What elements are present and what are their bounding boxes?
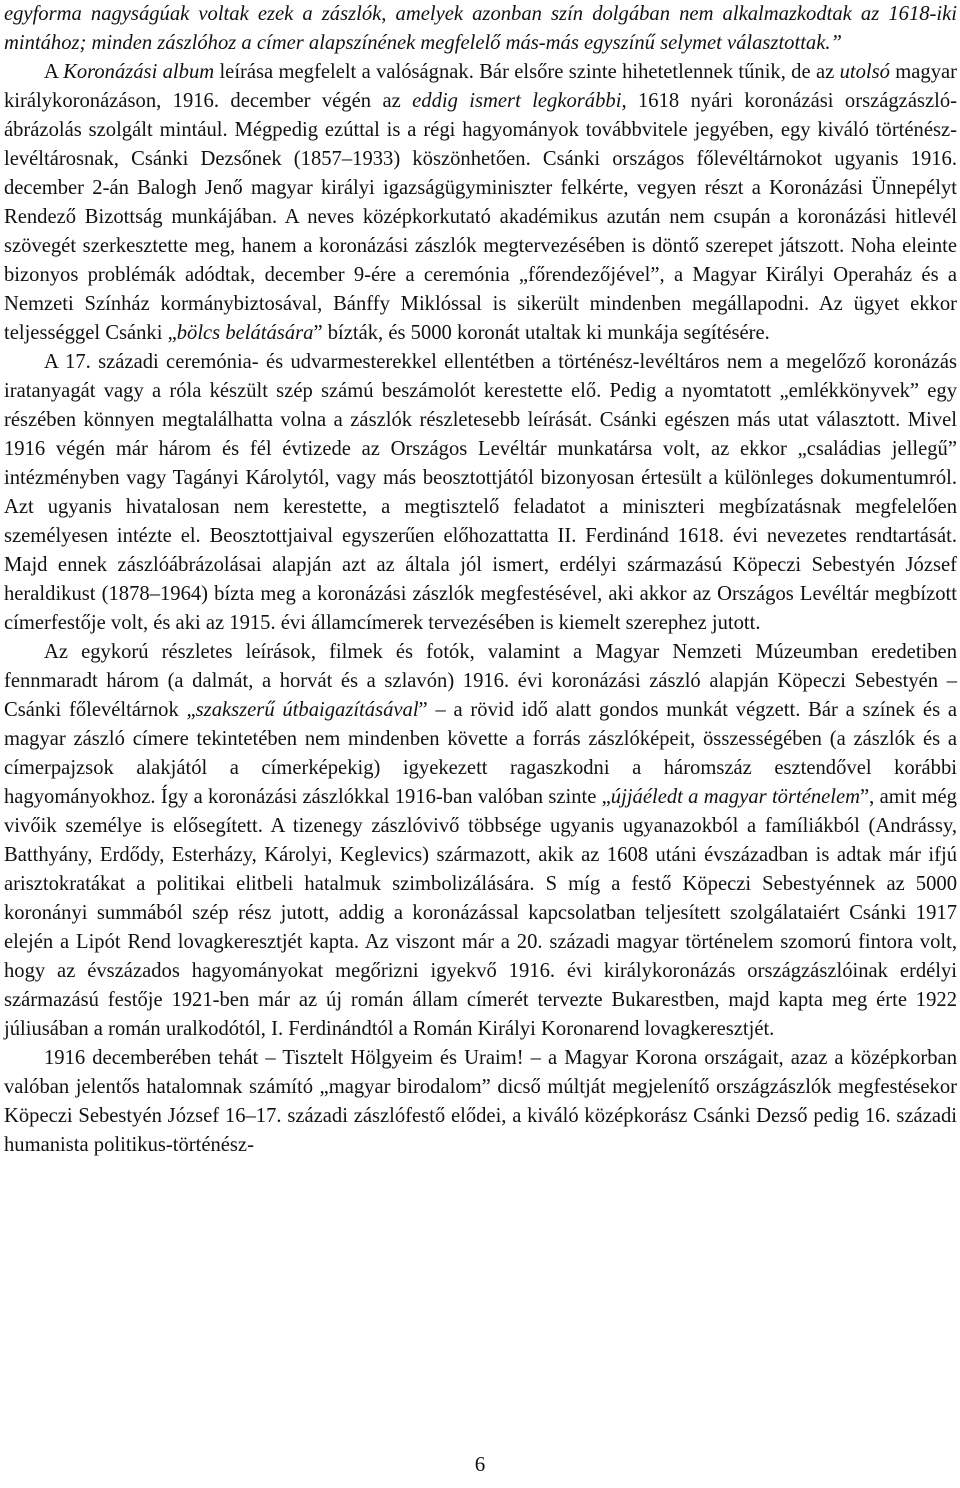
paragraph [4,0,957,58]
body-text [4,0,957,1160]
italic-text-run: Koronázási album [63,61,215,83]
paragraph [4,1044,957,1160]
text-run: magyar királykoronázáson, 1916. december végén az [4,61,958,112]
italic-text-run: egyforma nagyságúak voltak ezek a zászlók, amelyek azonban szín dolgában nem alkalmazkodtak az 1618-iki mintához; minden zászlóhoz a címer alapszínének megfelelő más-más egyszínű selymet választottak.” [4,3,957,54]
italic-text-run: utolsó [839,61,890,83]
text-run: 1916 decemberében tehát – Tisztelt Hölgyeim és Uraim! – a Magyar Korona országait, azaz a középkorban valóban jelentős hatalomnak számító „magyar birodalom” dicső múltját megjelenítő országzászlók megfestésekor Köpeczi Sebestyén József 16–17. századi zászlófestő elődei, a kiváló középkorász Csánki Dezső pedig 16. századi humanista politikus-történész- [4,1047,957,1156]
text-run: ”, amit még vivőik személye is elősegített. A tizenegy zászlóvivő többsége ugyanis ugyanazokból a famíliákból (Andrássy, Batthyány, Erdődy, Esterházy, Károlyi, Keglevics) származott, akik az 1608 utáni évszázadban is adtak már ifjú arisztokratákat a politikai elitbeli hatalmuk szimbolizálására. S míg a festő Köpeczi Sebestyénnek az 5000 koronányi summából szép rész jutott, addig a koronázással kapcsolatban teljesített szolgálataiért Csánki 1917 elején a Lipót Rend lovagkeresztjét kapta. Az viszont már a 20. századi magyar történelem szomorú fintora volt, hogy az évszázados hagyományokat megőrizni igyekvő 1916. évi királykoronázás országzászlóinak erdélyi származású festője 1921-ben már az új román állam címerét tervezte Bukarestben, majd kapta meg érte 1922 júliusában a román uralkodótól, I. Ferdinándtól a Román Királyi Koronarend lovagkeresztjét. [4,786,957,1040]
italic-text-run: szakszerű útbaigazításával [195,699,419,721]
document-page [4,0,957,1160]
paragraph [4,638,957,1044]
text-run: A [44,61,64,83]
text-run: ” bízták, és 5000 koronát utaltak ki munkája segítésére. [313,322,770,344]
text-run: Az egykorú részletes leírások, filmek és fotók, valamint a Magyar Nemzeti Múzeumban eredetiben fennmaradt három (a dalmát, a horvát és a szlavón) 1916. évi koronázási zászló alapján Köpeczi Sebestyén – Csánki főlevéltárnok „ [4,641,957,721]
text-run: ” – a rövid idő alatt gondos munkát végzett. Bár a színek és a magyar zászló címere tekintetében nem mindenben követte a forrás zászlóképeit, összességében (a zászlók és a címerpajzsok alakjától a címerképekig) igyekezett ragaszkodni a háromszáz esztendővel korábbi hagyományokhoz. Így a koronázási zászlókkal 1916-ban valóban szinte „ [4,699,957,808]
text-run: , 1618 nyári koronázási országzászló-ábrázolás szolgált mintául. Mégpedig ezúttal is a régi hagyományok továbbvitele jegyében, egy kiváló történész-levéltárosnak, Csánki Dezsőnek (1857–1933) köszönhetően. Csánki országos főlevéltárnokot ugyanis 1916. december 2-án Balogh Jenő magyar királyi igazságügyminiszter felkérte, vegyen részt a Koronázási Ünnepélyt Rendező Bizottság munkájában. A neves középkorkutató akadémikus azután nem csupán a koronázási hitlevél szövegét szerkesztette meg, hanem a koronázási zászlók megtervezésében is döntő szerepet játszott. Noha eleinte bizonyos problémák adódtak, december 9-ére a ceremónia „főrendezőjével”, a Magyar Királyi Operaház és a Nemzeti Színház kormánybiztosával, Bánffy Miklóssal is sikerült mindenben megállapodni. Az ügyet ekkor teljességgel Csánki „ [4,90,957,344]
italic-text-run: eddig ismert legkorábbi [412,90,622,112]
paragraph [4,58,957,348]
italic-text-run: bölcs belátására [176,322,314,344]
page-number: 6 [474,1452,486,1476]
italic-text-run: újjáéledt a magyar történelem [610,786,861,808]
paragraph [4,348,957,638]
text-run: A 17. századi ceremónia- és udvarmesterekkel ellentétben a történész-levéltáros nem a megelőző koronázás iratanyagát vagy a róla készült szép számú beszámolót kerestette elő. Pedig a nyomtatott „emlékkönyvek” egy részében könnyen megtalálhatta volna a zászlók részletesebb leírását. Csánki egészen más utat választott. Mivel 1916 végén már három és fél évtizede az Országos Levéltár munkatársa volt, az ekkor „családias jellegű” intézményben vagy Tagányi Károlytól, vagy más beosztottjától bizonyosan értesült a különleges dokumentumról. Azt ugyanis hivatalosan nem kerestette, a megtisztelő feladatot a miniszteri megbízatásnak megfelelően személyesen intézte el. Beosztottjaival egyszerűen előhozattatta II. Ferdinánd 1618. évi nevezetes rendtartását. Majd ennek zászlóábrázolásai alapján azt az általa jól ismert, erdélyi származású Köpeczi Sebestyén József heraldikust (1878–1964) bízta meg a koronázási zászlók megfestésével, aki akkor az Országos Levéltár megbízott címerfestője volt, és aki az 1915. évi államcímerek tervezésében is kiemelt szerephez jutott. [4,351,957,634]
text-run: leírása megfelelt a valóságnak. Bár elsőre szinte hihetetlennek tűnik, de az [214,61,840,83]
